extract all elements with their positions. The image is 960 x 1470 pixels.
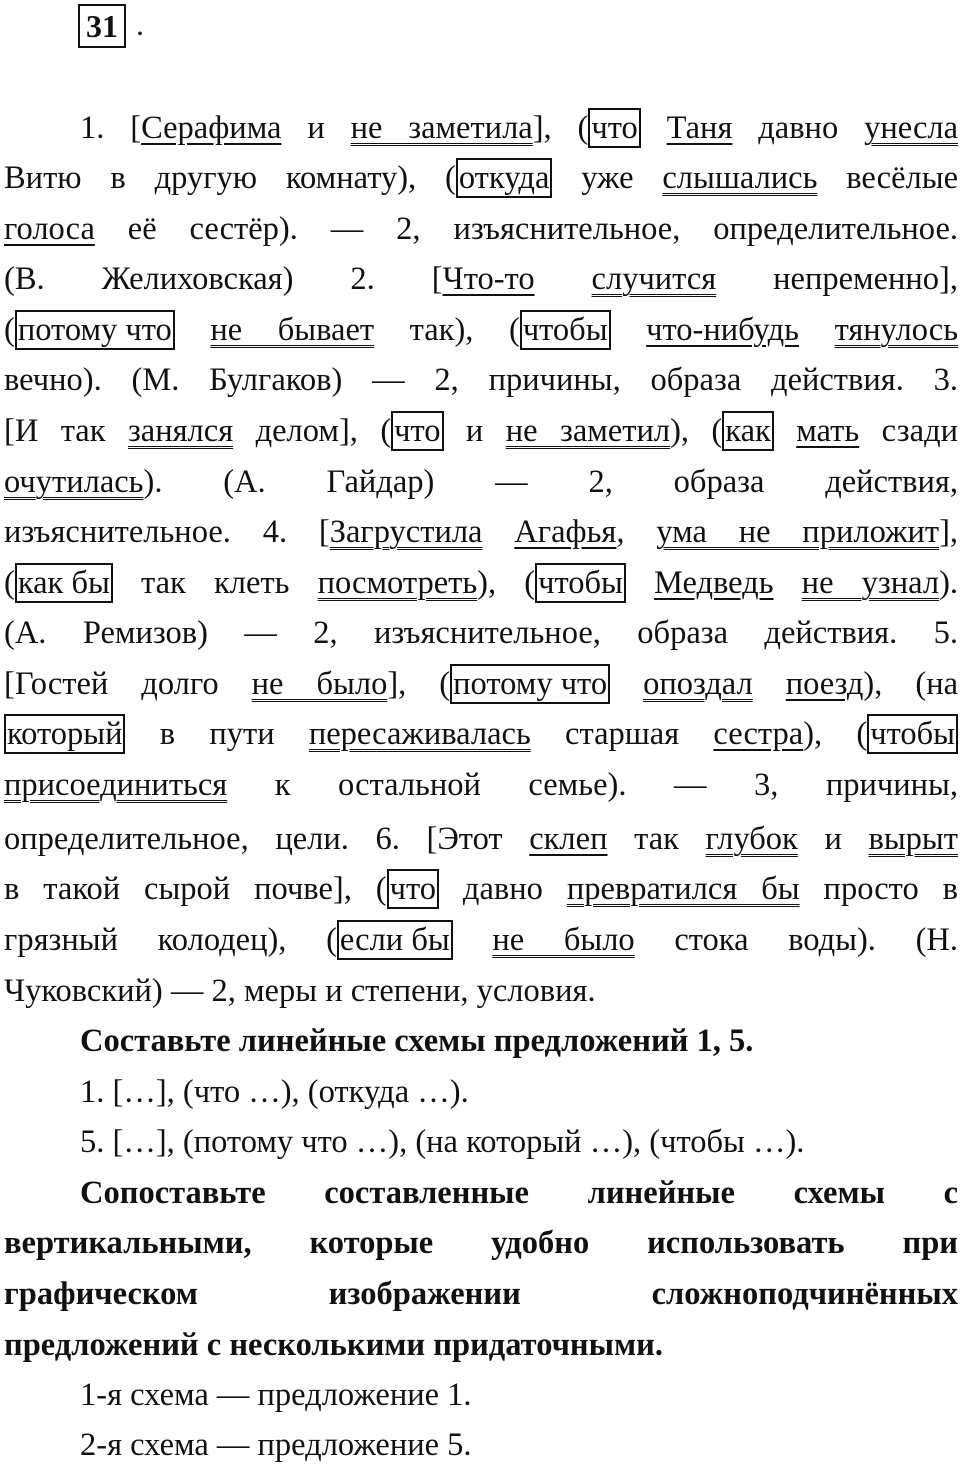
- plain-text: в такой сырой почве], (: [4, 871, 387, 907]
- plain-text: и: [281, 110, 351, 146]
- plain-text: ), (: [477, 565, 536, 601]
- analysis-line: [4, 355, 958, 405]
- subject-underlined: голоса: [4, 211, 95, 247]
- conjunction-boxed: что: [391, 411, 443, 451]
- conjunction-boxed: чтобы: [867, 714, 958, 754]
- predicate-double-underlined: унесла: [864, 110, 959, 146]
- conjunction-boxed: откуда: [456, 158, 553, 198]
- conjunction-boxed: чтобы: [535, 563, 626, 603]
- plain-text: уже: [552, 160, 663, 196]
- plain-text: её сестёр). — 2, изъяснительное, определительное.: [94, 211, 958, 247]
- plain-text: [753, 666, 786, 702]
- conjunction-boxed: если бы: [337, 920, 453, 960]
- predicate-double-underlined: слышались: [662, 160, 818, 196]
- analysis-line: [4, 864, 958, 914]
- plain-text: [774, 565, 802, 601]
- predicate-double-underlined: посмотреть: [317, 565, 478, 601]
- plain-text: (А. Ремизов) — 2, изъяснительное, образа действия. 5.: [4, 615, 958, 651]
- analysis-line: [4, 966, 958, 1016]
- analysis-line: [4, 760, 958, 810]
- plain-text: и: [797, 821, 869, 857]
- plain-text: делом], (: [233, 413, 392, 449]
- plain-text: ],: [939, 514, 959, 550]
- subject-underlined: мать: [796, 413, 860, 449]
- predicate-double-underlined: занялся: [127, 413, 234, 449]
- plain-text: и: [443, 413, 506, 449]
- predicate-double-underlined: присоединиться: [4, 767, 228, 803]
- analysis-line: [4, 915, 958, 965]
- analysis-line: [4, 153, 958, 203]
- plain-text: (: [4, 565, 15, 601]
- task-heading-compare: предложений с несколькими придаточными.: [4, 1327, 664, 1363]
- plain-text: в пути: [125, 716, 309, 752]
- conjunction-boxed: потому что: [15, 310, 175, 350]
- plain-text: (: [4, 312, 15, 348]
- conjunction-boxed: как бы: [15, 563, 113, 603]
- plain-text: [641, 110, 667, 146]
- plain-text: ). (А. Гайдар) — 2, образа действия,: [143, 464, 958, 500]
- subject-underlined: Серафима: [141, 110, 282, 146]
- plain-text: [610, 666, 643, 702]
- subject-underlined: Медведь: [654, 565, 774, 601]
- analysis-line: [4, 814, 958, 864]
- answer-scheme-2: 2-я схема — предложение 5.: [80, 1427, 472, 1463]
- task-heading-compare: графическом изображении сложноподчинённых: [4, 1276, 958, 1312]
- subject-underlined: сестра: [713, 716, 804, 752]
- predicate-double-underlined: ума не приложит: [656, 514, 940, 550]
- plain-text: ,: [616, 514, 657, 550]
- plain-text: так), (: [374, 312, 520, 348]
- plain-text: давно: [732, 110, 865, 146]
- predicate-double-underlined: пересаживалась: [308, 716, 531, 752]
- subject-underlined: Таня: [666, 110, 733, 146]
- predicate-double-underlined: превратился бы: [566, 871, 800, 907]
- predicate-double-underlined: не заметила: [350, 110, 533, 146]
- task-heading-compare: вертикальными, которые удобно использовать при: [4, 1225, 958, 1261]
- plain-text: сзади: [859, 413, 958, 449]
- analysis-line: [4, 709, 958, 759]
- analysis-line: [4, 204, 958, 254]
- subject-underlined: Агафья: [514, 514, 617, 550]
- conjunction-boxed: что: [588, 108, 640, 148]
- scheme-sentence-1: 1. […], (что …), (откуда …).: [80, 1074, 469, 1110]
- predicate-double-underlined: не узнал: [801, 565, 940, 601]
- analysis-line: [4, 558, 958, 608]
- analysis-line: [4, 406, 958, 456]
- plain-text: ), (: [670, 413, 723, 449]
- plain-text: [453, 922, 493, 958]
- conjunction-boxed: что: [387, 869, 439, 909]
- plain-text: просто в: [799, 871, 959, 907]
- subject-underlined: Что-то: [442, 261, 535, 297]
- predicate-double-underlined: не заметил: [505, 413, 671, 449]
- plain-text: весёлые: [817, 160, 958, 196]
- predicate-double-underlined: глубок: [705, 821, 798, 857]
- plain-text: изъяснительное. 4. [: [4, 514, 330, 550]
- analysis-line: [4, 659, 958, 709]
- predicate-double-underlined: не было: [251, 666, 388, 702]
- predicate-double-underlined: случится: [591, 261, 717, 297]
- plain-text: [482, 514, 514, 550]
- plain-text: грязный колодец), (: [4, 922, 337, 958]
- conjunction-boxed: чтобы: [520, 310, 611, 350]
- plain-text: 1. [: [80, 110, 142, 146]
- plain-text: [175, 312, 211, 348]
- analysis-line: [4, 254, 958, 304]
- plain-text: Чуковский) — 2, меры и степени, условия.: [4, 973, 596, 1009]
- plain-text: стока воды). (Н.: [634, 922, 958, 958]
- plain-text: [774, 413, 796, 449]
- analysis-line: [4, 507, 958, 557]
- plain-text: определительное, цели. 6. [Этот: [4, 821, 530, 857]
- conjunction-boxed: который: [4, 714, 125, 754]
- plain-text: [611, 312, 647, 348]
- plain-text: [Гостей долго: [4, 666, 252, 702]
- plain-text: к остальной семье). — 3, причины,: [227, 767, 958, 803]
- analysis-line: [4, 457, 958, 507]
- subject-underlined: склеп: [529, 821, 608, 857]
- analysis-line: [80, 103, 958, 153]
- plain-text: вечно). (М. Булгаков) — 2, причины, образа действия. 3.: [4, 362, 958, 398]
- conjunction-boxed: потому что: [450, 664, 610, 704]
- predicate-double-underlined: Загрустила: [329, 514, 483, 550]
- exercise-number-dot: .: [136, 6, 144, 42]
- analysis-line: [4, 305, 958, 355]
- predicate-double-underlined: не бывает: [210, 312, 375, 348]
- plain-text: давно: [438, 871, 567, 907]
- plain-text: [И так: [4, 413, 128, 449]
- predicate-double-underlined: очутилась: [4, 464, 144, 500]
- plain-text: [535, 261, 592, 297]
- predicate-double-underlined: вырыт: [868, 821, 958, 857]
- plain-text: старшая: [530, 716, 714, 752]
- task-heading-compare: Сопоставьте составленные линейные схемы с: [80, 1175, 958, 1211]
- plain-text: Витю в другую комнату), (: [4, 160, 456, 196]
- plain-text: ).: [939, 565, 959, 601]
- subject-underlined: что-нибудь: [646, 312, 799, 348]
- predicate-double-underlined: тянулось: [834, 312, 959, 348]
- plain-text: ], (: [387, 666, 451, 702]
- exercise-number: 31: [78, 4, 126, 48]
- plain-text: непременно],: [716, 261, 958, 297]
- predicate-double-underlined: не было: [492, 922, 635, 958]
- plain-text: так: [607, 821, 706, 857]
- plain-text: (В. Желиховская) 2. [: [4, 261, 443, 297]
- plain-text: ), (на: [863, 666, 959, 702]
- scheme-sentence-5: 5. […], (потому что …), (на который …), (чтобы …).: [80, 1124, 805, 1160]
- answer-scheme-1: 1-я схема — предложение 1.: [80, 1377, 472, 1413]
- plain-text: так клеть: [112, 565, 318, 601]
- predicate-double-underlined: опоздал: [643, 666, 753, 702]
- plain-text: [799, 312, 835, 348]
- plain-text: ), (: [803, 716, 868, 752]
- plain-text: ], (: [532, 110, 589, 146]
- conjunction-boxed: как: [722, 411, 774, 451]
- task-heading-schemes: Составьте линейные схемы предложений 1, 5.: [80, 1023, 754, 1059]
- plain-text: [626, 565, 654, 601]
- subject-underlined: поезд: [785, 666, 864, 702]
- analysis-line: [4, 608, 958, 658]
